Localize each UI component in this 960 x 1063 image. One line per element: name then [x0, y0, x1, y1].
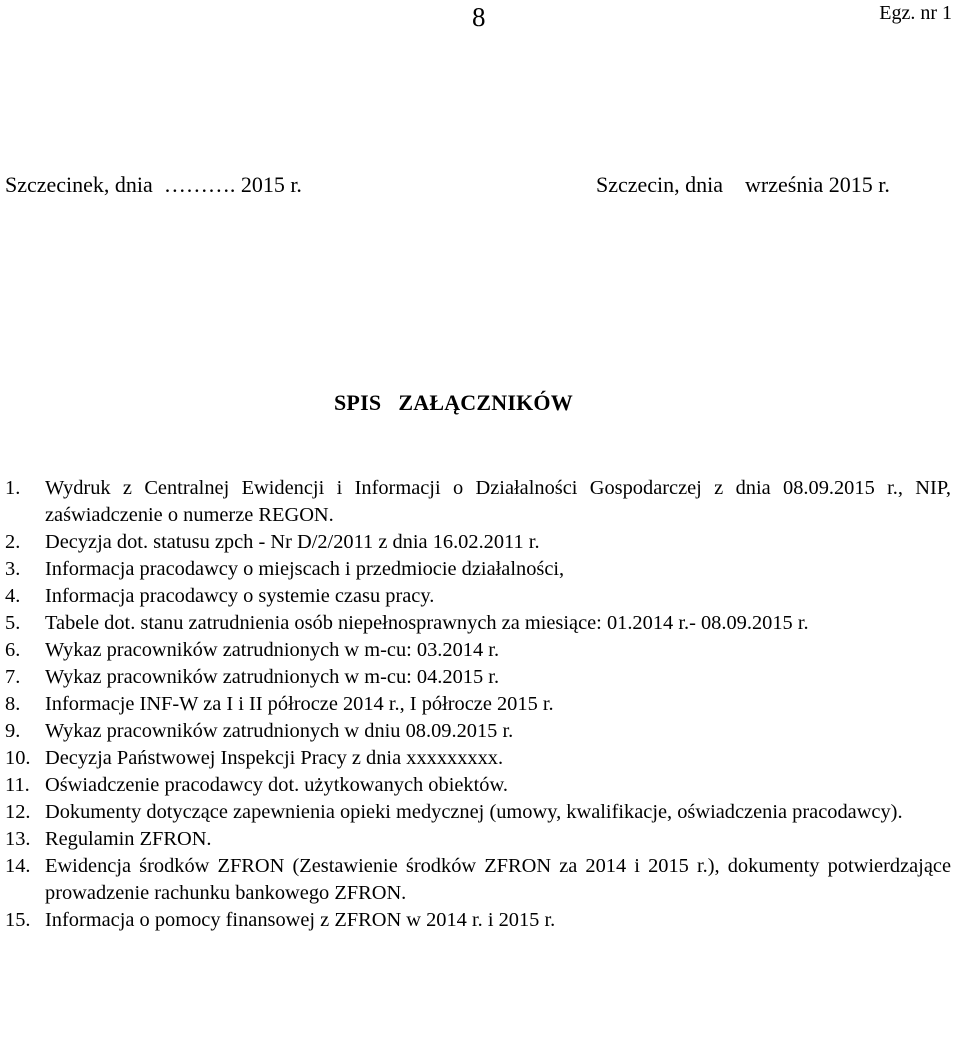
item-number: 11. — [5, 774, 30, 796]
place-date-left: Szczecinek, dnia ………. 2015 r. — [5, 172, 302, 197]
item-number: 13. — [5, 828, 31, 850]
item-number: 6. — [5, 639, 21, 661]
item-number: 7. — [5, 666, 21, 688]
item-text: Decyzja Państwowej Inspekcji Pracy z dnia xxxxxxxxx. — [45, 747, 504, 769]
item-text: Tabele dot. stanu zatrudnienia osób niepełnosprawnych za miesiące: 01.2014 r.- 08.09.2015 r. — [45, 612, 809, 634]
list-item — [5, 691, 951, 718]
list-item — [5, 718, 951, 745]
list-item — [5, 772, 951, 799]
item-text: Informacja pracodawcy o systemie czasu pracy. — [45, 585, 435, 607]
item-number: 5. — [5, 612, 21, 634]
item-text: Wykaz pracowników zatrudnionych w m-cu: 04.2015 r. — [45, 666, 500, 688]
page-number: 8 — [472, 2, 486, 32]
item-number: 15. — [5, 909, 31, 931]
list-item — [5, 799, 951, 826]
item-number: 2. — [5, 531, 21, 553]
list-item — [5, 637, 951, 664]
place-date-right: Szczecin, dnia września 2015 r. — [596, 172, 890, 197]
item-text: Dokumenty dotyczące zapewnienia opieki medycznej (umowy, kwalifikacje, oświadczenia pracodawcy). — [45, 801, 903, 823]
item-number: 9. — [5, 720, 21, 742]
item-number: 14. — [5, 855, 31, 877]
item-text: Ewidencja środków ZFRON (Zestawienie środków ZFRON za 2014 i 2015 r.), dokumenty potwierdzające prowadzenie rachunku bankowego ZFRON. — [45, 855, 951, 904]
item-number: 1. — [5, 477, 21, 499]
item-text: Oświadczenie pracodawcy dot. użytkowanych obiektów. — [45, 774, 508, 796]
attachments-list — [5, 475, 951, 934]
item-text: Informacje INF-W za I i II półrocze 2014 r., I półrocze 2015 r. — [45, 693, 554, 715]
item-number: 3. — [5, 558, 21, 580]
document-title: SPIS ZAŁĄCZNIKÓW — [334, 390, 573, 415]
list-item — [5, 826, 951, 853]
list-item — [5, 475, 951, 529]
list-item — [5, 907, 951, 934]
item-text: Informacja o pomocy finansowej z ZFRON w 2014 r. i 2015 r. — [45, 909, 556, 931]
list-item — [5, 745, 951, 772]
copy-number: Egz. nr 1 — [879, 2, 952, 24]
item-text: Wykaz pracowników zatrudnionych w m-cu: 03.2014 r. — [45, 639, 500, 661]
item-text: Decyzja dot. statusu zpch - Nr D/2/2011 z dnia 16.02.2011 r. — [45, 531, 540, 553]
item-number: 4. — [5, 585, 21, 607]
list-item — [5, 664, 951, 691]
item-number: 12. — [5, 801, 31, 823]
list-item — [5, 583, 951, 610]
list-item — [5, 853, 951, 907]
list-item — [5, 610, 951, 637]
item-text: Wykaz pracowników zatrudnionych w dniu 08.09.2015 r. — [45, 720, 514, 742]
list-item — [5, 529, 951, 556]
list-item — [5, 556, 951, 583]
item-text: Informacja pracodawcy o miejscach i przedmiocie działalności, — [45, 558, 565, 580]
item-text: Regulamin ZFRON. — [45, 828, 212, 850]
item-number: 10. — [5, 747, 31, 769]
item-text: Wydruk z Centralnej Ewidencji i Informacji o Działalności Gospodarczej z dnia 08.09.2015 r., NIP, zaświadczenie o numerze REGON. — [45, 477, 951, 526]
item-number: 8. — [5, 693, 21, 715]
